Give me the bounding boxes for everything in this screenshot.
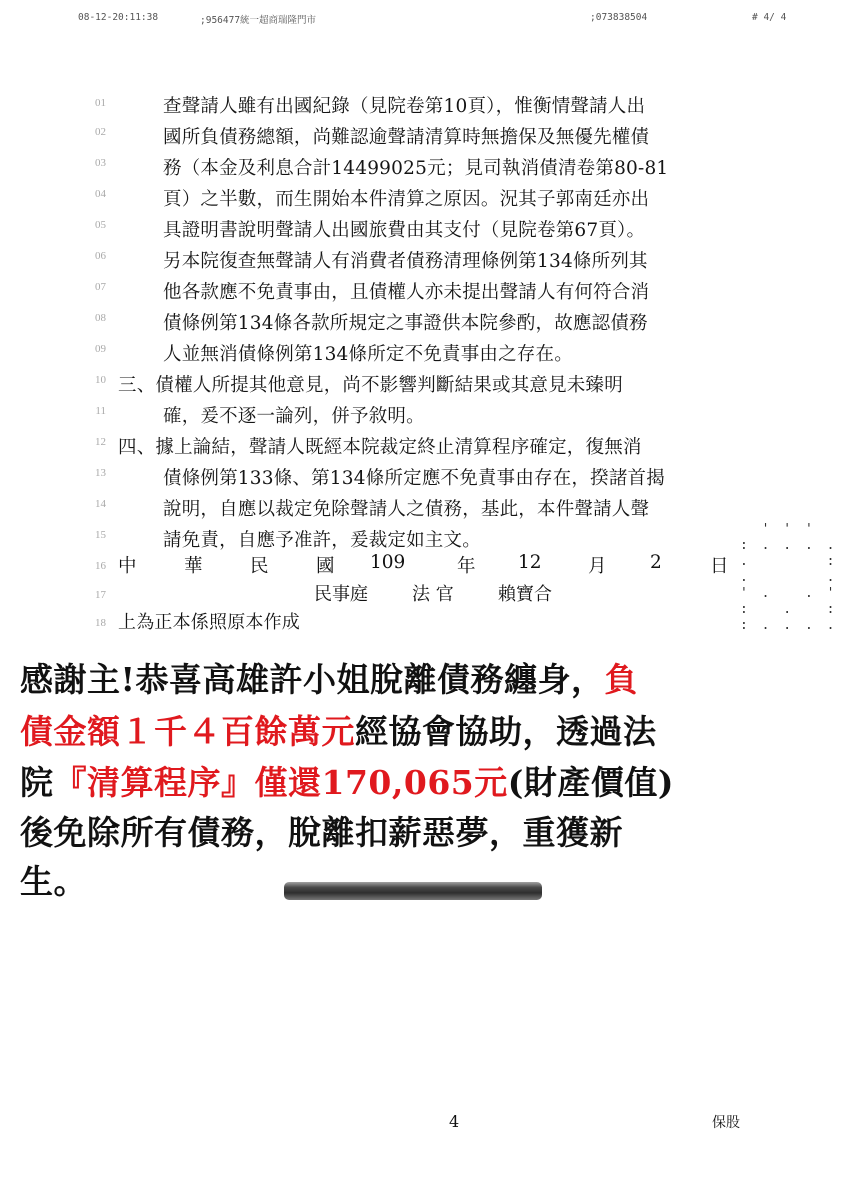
body-line: 具證明書說明聲請人出國旅費由其支付（見院卷第67頁）。: [163, 220, 646, 241]
certification-note: 上為正本係照原本作成: [118, 612, 300, 633]
body-line: 請免責，自應予准許，爰裁定如主文。: [163, 530, 481, 551]
judge-name: 賴寶合: [498, 584, 552, 605]
fax-header: [0, 12, 848, 28]
body-line: 確，爰不逐一論列，併予敘明。: [163, 406, 425, 427]
line-number: 03: [95, 157, 106, 169]
body-line: 債條例第134條各款所規定之事證供本院參酌，故應認債務: [163, 313, 648, 334]
line-number: 10: [95, 374, 106, 386]
page-number: 4: [449, 1112, 460, 1131]
body-line: 國所負債務總額，尚難認逾聲請清算時無擔保及無優先權債: [163, 127, 650, 148]
date-year: 109: [370, 552, 406, 573]
line-number: 09: [95, 343, 106, 355]
testimonial-line-4: 後免除所有債務，脫離扣薪惡夢，重獲新: [20, 813, 623, 852]
date-char: 國: [316, 556, 335, 577]
debt-amount-highlight: 債金額１千４百餘萬元: [20, 712, 355, 751]
court-unit: 保股: [712, 1115, 740, 1131]
debt-highlight-start: 負: [604, 660, 638, 699]
body-line: 人並無消債條例第134條所定不免責事由之存在。: [163, 344, 573, 365]
line-number: 14: [95, 498, 106, 510]
line-number: 08: [95, 312, 106, 324]
line-number: 02: [95, 126, 106, 138]
section-three-heading: 三、債權人所提其他意見，尚不影響判斷結果或其意見未臻明: [118, 375, 623, 396]
fax-page-indicator: # 4/ 4: [752, 12, 787, 23]
line-number: 11: [95, 405, 106, 417]
testimonial-line-5: 生。: [20, 862, 87, 901]
line-number: 17: [95, 589, 106, 601]
redaction-bar: [284, 882, 542, 900]
date-char: 華: [184, 556, 203, 577]
judge-title: 法 官: [412, 584, 454, 605]
line-number: 07: [95, 281, 106, 293]
fax-sender: ;956477統一超商瑞隆門市: [200, 15, 317, 26]
body-line: 說明，自應以裁定免除聲請人之債務，基此，本件聲請人聲: [163, 499, 650, 520]
fax-receiver: ;073838504: [590, 12, 648, 23]
date-char: 月: [588, 556, 607, 577]
testimonial-overlay: [0, 634, 848, 904]
body-line: 他各款應不免責事由，且債權人亦未提出聲請人有何符合消: [163, 282, 650, 303]
perforation-dots: ' ' ' : . . . . . : . . ' . . ' : . : : . . . .: [740, 522, 838, 633]
body-line: 另本院復查無聲請人有消費者債務清理條例第134條所列其: [163, 251, 648, 272]
date-month: 12: [518, 552, 542, 573]
section-four-heading: 四、據上論結，聲請人既經本院裁定終止清算程序確定，復無消: [118, 437, 642, 458]
line-number: 15: [95, 529, 106, 541]
date-char: 年: [457, 556, 476, 577]
line-number: 13: [95, 467, 106, 479]
line-number: 01: [95, 97, 106, 109]
testimonial-line-3: 院『清算程序』僅還170,065元(財產價值): [20, 763, 674, 802]
body-line: 頁）之半數，而生開始本件清算之原因。況其子郭南廷亦出: [163, 189, 650, 210]
line-number: 05: [95, 219, 106, 231]
testimonial-line-1: 感謝主!恭喜高雄許小姐脫離債務纏身，負: [20, 660, 638, 699]
line-number: 04: [95, 188, 106, 200]
date-char: 民: [250, 556, 269, 577]
testimonial-line-2: 債金額１千４百餘萬元經協會協助，透過法: [20, 712, 657, 751]
fax-timestamp: 08-12-20:11:38: [78, 12, 159, 23]
line-number: 18: [95, 617, 106, 629]
body-line: 務（本金及利息合計14499025元；見司執消債清卷第80-81: [163, 158, 669, 179]
date-char: 中: [118, 556, 137, 577]
line-number: 16: [95, 560, 106, 572]
date-char: 日: [710, 556, 729, 577]
line-number: 12: [95, 436, 106, 448]
date-day: 2: [650, 552, 662, 573]
line-number: 06: [95, 250, 106, 262]
body-line: 債條例第133條、第134條所定應不免責事由存在，揆諸首揭: [163, 468, 665, 489]
liquidation-highlight: 『清算程序』僅還170,065元: [53, 763, 508, 802]
court-division: 民事庭: [314, 584, 368, 605]
body-line: 查聲請人雖有出國紀錄（見院卷第10頁），惟衡情聲請人出: [163, 96, 646, 117]
